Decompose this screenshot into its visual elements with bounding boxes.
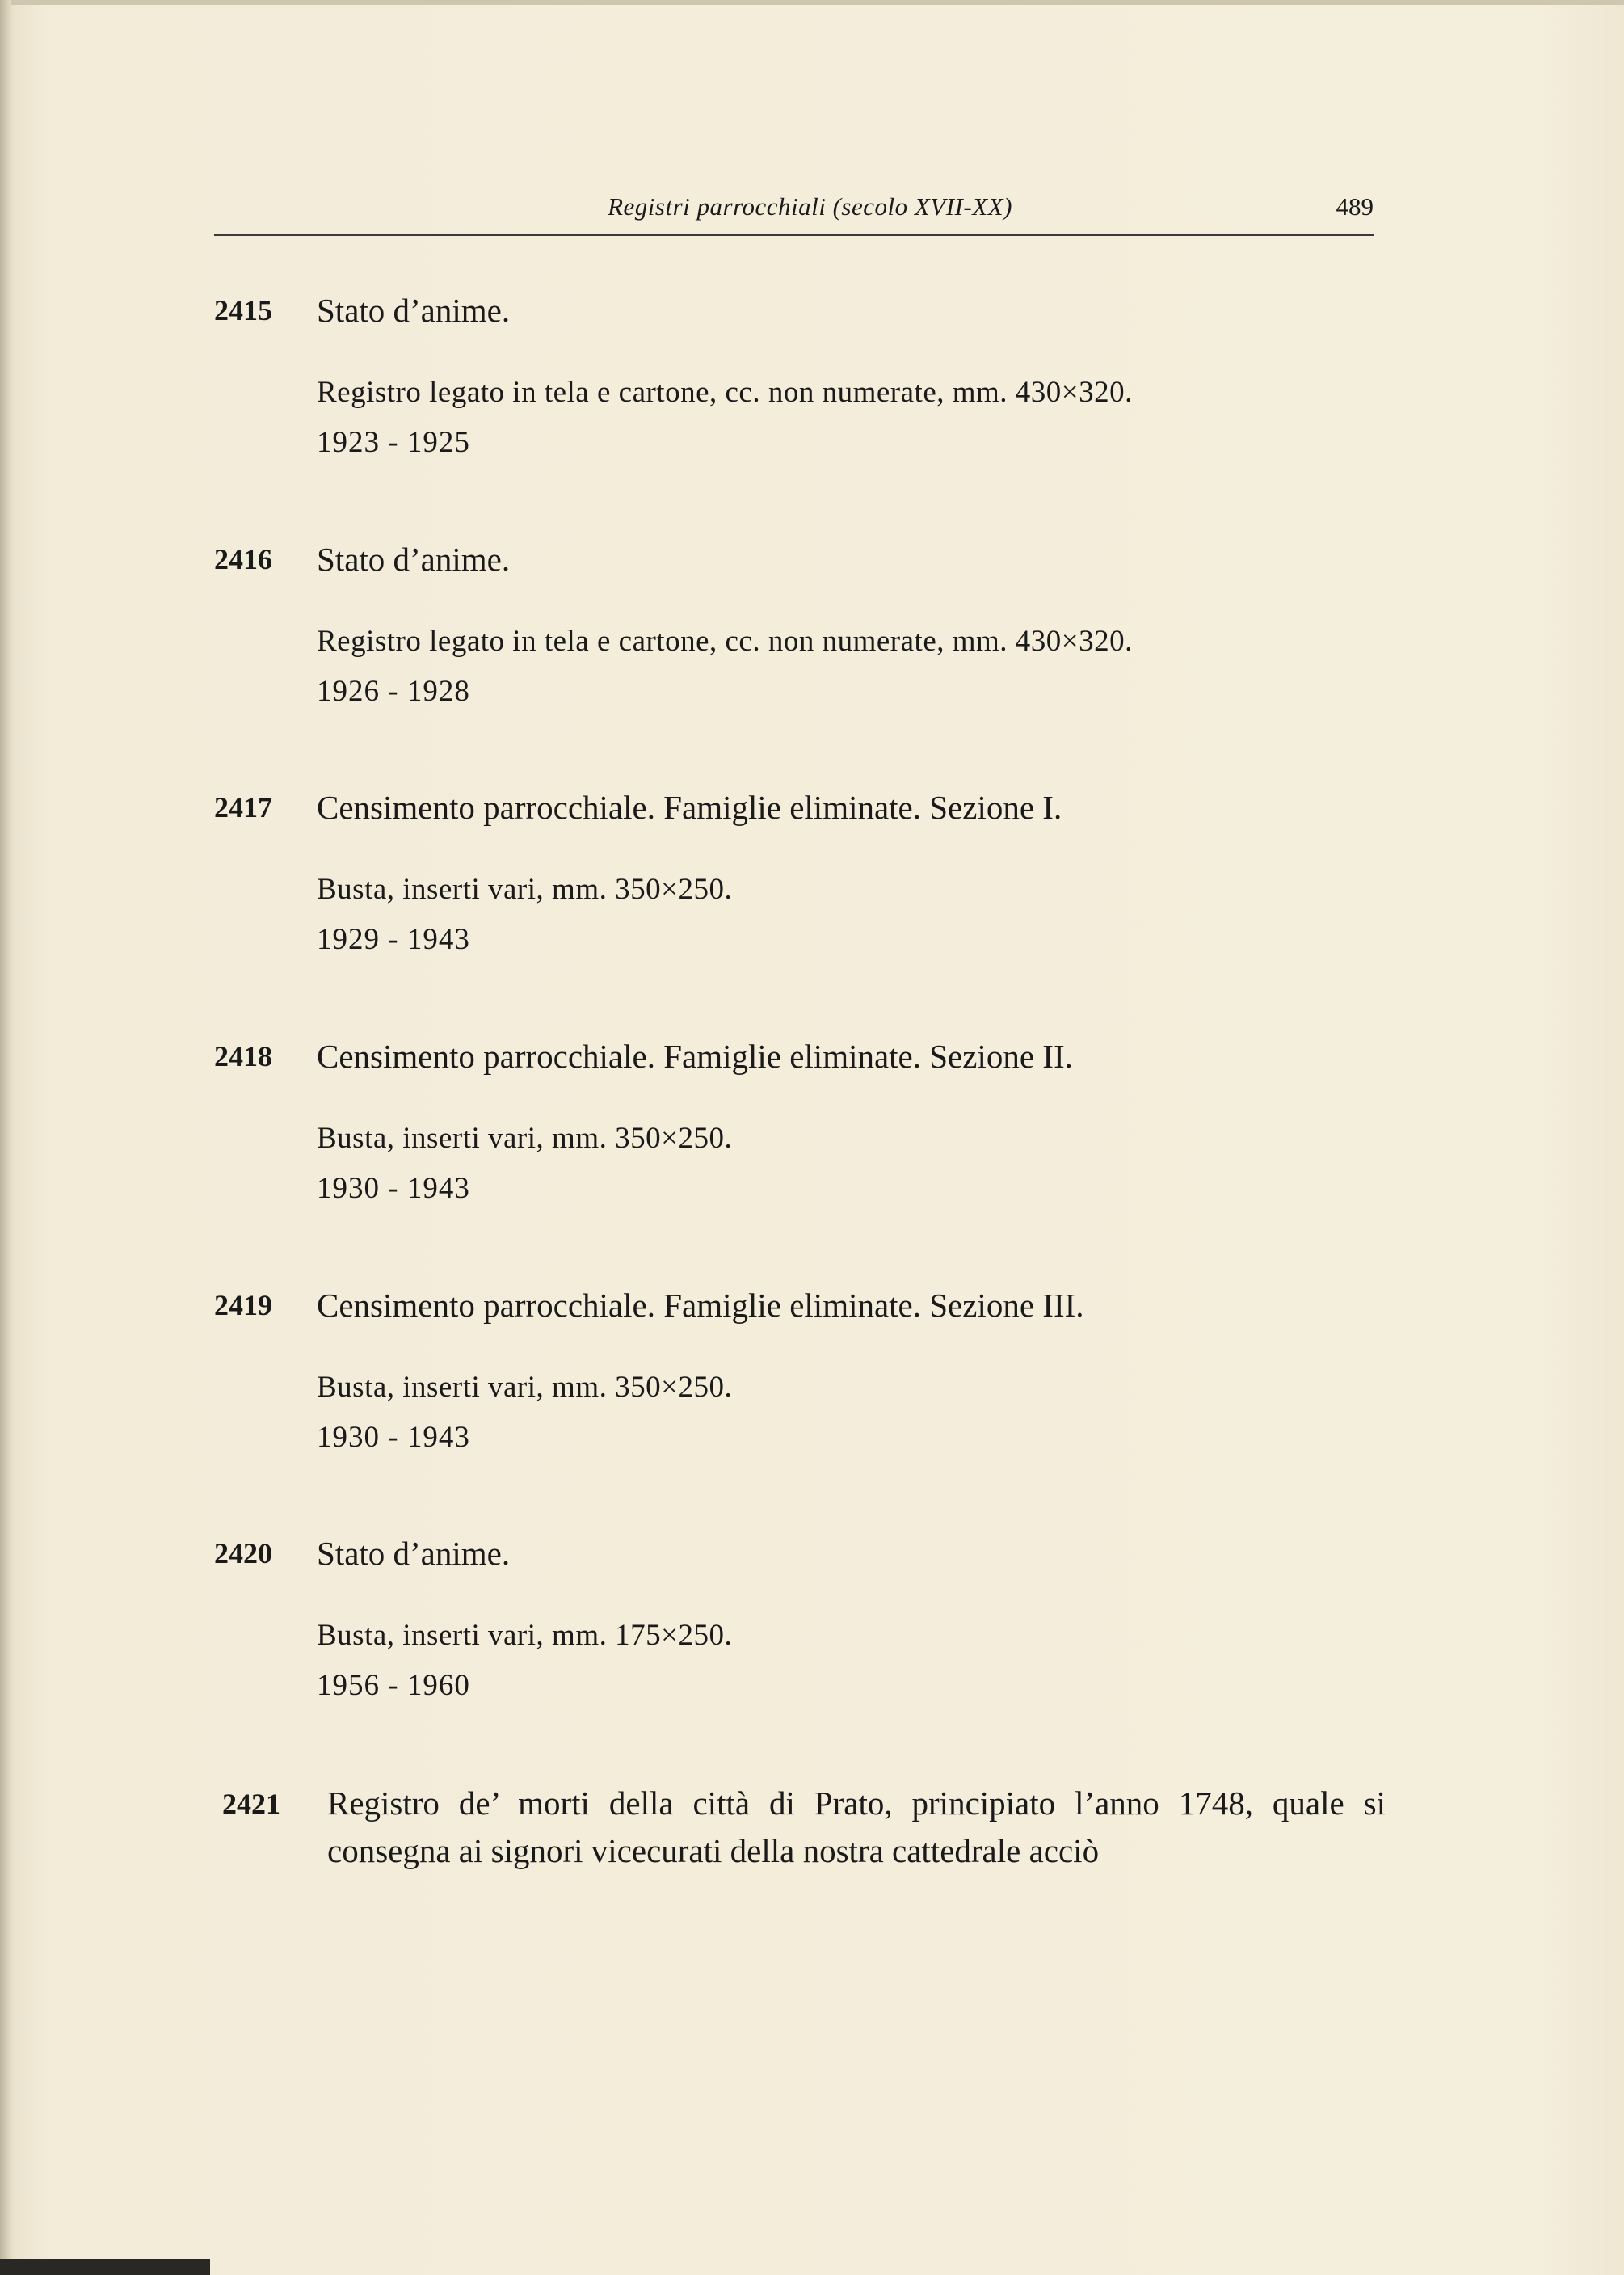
entry-title: Registro de’ morti della città di Prato, principiato l’anno 1748, quale si consegna ai signori vicecurati della nostra cattedrale acciò	[327, 1784, 1386, 1869]
page-binding-edge	[0, 0, 11, 2275]
page-bottom-shadow	[0, 2259, 210, 2275]
entry-dates: 1930 - 1943	[317, 1172, 470, 1205]
entry-title: Censimento parrocchiale. Famiglie eliminate. Sezione III.	[317, 1287, 1084, 1324]
entry-dates: 1956 - 1960	[317, 1669, 470, 1702]
entry-description: Registro legato in tela e cartone, cc. non numerate, mm. 430×320.	[317, 376, 1133, 409]
entry-dates: 1929 - 1943	[317, 923, 470, 956]
entry-dates: 1930 - 1943	[317, 1421, 470, 1454]
entry-dates: 1926 - 1928	[317, 675, 470, 708]
entry-description: Busta, inserti vari, mm. 350×250.	[317, 1371, 733, 1404]
header-rule	[214, 234, 1374, 236]
running-title: Registri parrocchiali (secolo XVII-XX)	[608, 192, 1012, 221]
page-top-edge	[0, 0, 1624, 5]
page-number: 489	[1336, 192, 1374, 221]
entry-title: Stato d’anime.	[317, 292, 511, 329]
entry-description: Busta, inserti vari, mm. 175×250.	[317, 1619, 733, 1652]
entry-number: 2421	[222, 1788, 280, 1820]
entry-description: Registro legato in tela e cartone, cc. non numerate, mm. 430×320.	[317, 625, 1133, 658]
entry-number: 2415	[214, 294, 272, 327]
entry-number: 2418	[214, 1040, 272, 1072]
running-header	[214, 187, 1374, 236]
entry-number: 2420	[214, 1537, 272, 1569]
entry-number: 2416	[214, 543, 272, 575]
entry-title: Stato d’anime.	[317, 541, 511, 578]
entry-title: Censimento parrocchiale. Famiglie eliminate. Sezione II.	[317, 1038, 1073, 1075]
entry-number: 2417	[214, 791, 272, 824]
entry-description: Busta, inserti vari, mm. 350×250.	[317, 1122, 733, 1155]
entry-title: Stato d’anime.	[317, 1535, 511, 1572]
entry-description: Busta, inserti vari, mm. 350×250.	[317, 873, 733, 906]
entry-title: Censimento parrocchiale. Famiglie eliminate. Sezione I.	[317, 789, 1062, 826]
entry-number: 2419	[214, 1289, 272, 1321]
entry-dates: 1923 - 1925	[317, 426, 470, 459]
